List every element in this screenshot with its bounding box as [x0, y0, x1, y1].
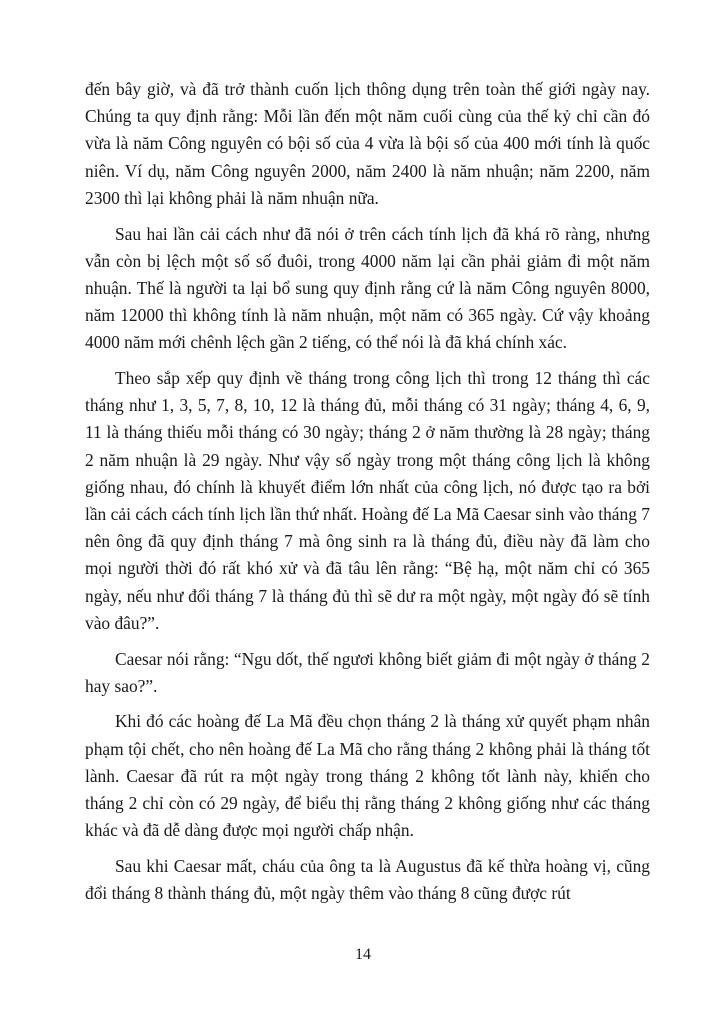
page-body-text — [85, 76, 650, 916]
paragraph-5: Khi đó các hoàng đế La Mã đều chọn tháng 2 là tháng xử quyết phạm nhân phạm tội chết, cho nên hoàng đế La Mã cho rằng tháng 2 không phải là tháng tốt lành. Caesar đã rút ra một ngày trong tháng 2 không tốt lành này, khiến cho tháng 2 chỉ còn có 29 ngày, để biểu thị rằng tháng 2 không giống như các tháng khác và đã dễ dàng được mọi người chấp nhận. — [85, 711, 650, 841]
paragraph-6: Sau khi Caesar mất, cháu của ông ta là Augustus đã kế thừa hoàng vị, cũng đổi tháng 8 thành tháng đủ, một ngày thêm vào tháng 8 cũng được rút — [85, 855, 650, 904]
paragraph-4: Caesar nói rằng: “Ngu dốt, thế ngươi không biết giảm đi một ngày ở tháng 2 hay sao?”. — [85, 648, 650, 696]
page-number: 14 — [355, 946, 371, 963]
paragraph-1: đến bây giờ, và đã trở thành cuốn lịch thông dụng trên toàn thế giới ngày nay. Chúng ta quy định rằng: Mỗi lần đến một năm cuối cùng của thế kỷ chỉ cần đó vừa là năm Công nguyên có bội số của 4 vừa là bội số của 400 mới tính là quốc niên. Ví dụ, năm Công nguyên 2000, năm 2400 là năm nhuận; năm 2200, năm 2300 thì lại không phải là năm nhuận nữa. — [85, 79, 650, 208]
paragraph-2: Sau hai lần cải cách như đã nói ở trên cách tính lịch đã khá rõ ràng, nhưng vẫn còn bị lệch một số số đuôi, trong 4000 năm lại cần phải giảm đi một năm nhuận. Thế là người ta lại bổ sung quy định rằng cứ là năm Công nguyên 8000, năm 12000 thì không tính là năm nhuận, một năm có 365 ngày. Cứ vậy khoảng 4000 năm mới chênh lệch gần 2 tiếng, có thể nói là đã khá chính xác. — [85, 223, 650, 353]
paragraph-3: Theo sắp xếp quy định về tháng trong công lịch thì trong 12 tháng thì các tháng như 1, 3, 5, 7, 8, 10, 12 là tháng đủ, mỗi tháng có 31 ngày; tháng 4, 6, 9, 11 là tháng thiếu mỗi tháng có 30 ngày; tháng 2 ở năm thường là 28 ngày; tháng 2 năm nhuận là 29 ngày. Như vậy số ngày trong một tháng công lịch là không giống nhau, đó chính là khuyết điểm lớn nhất của công lịch, nó được tạo ra bởi lần cải cách cách tính lịch lần thứ nhất. Hoàng đế La Mã Caesar sinh vào tháng 7 nên ông đã quy định tháng 7 mà ông sinh ra là tháng đủ, điều này đã làm cho mọi người thời đó rất khó xử và đã tâu lên rằng: “Bệ hạ, một năm chỉ có 365 ngày, nếu như đổi tháng 7 là tháng đủ thì sẽ dư ra một ngày, một ngày đó sẽ tính vào đâu?”. — [85, 368, 650, 633]
